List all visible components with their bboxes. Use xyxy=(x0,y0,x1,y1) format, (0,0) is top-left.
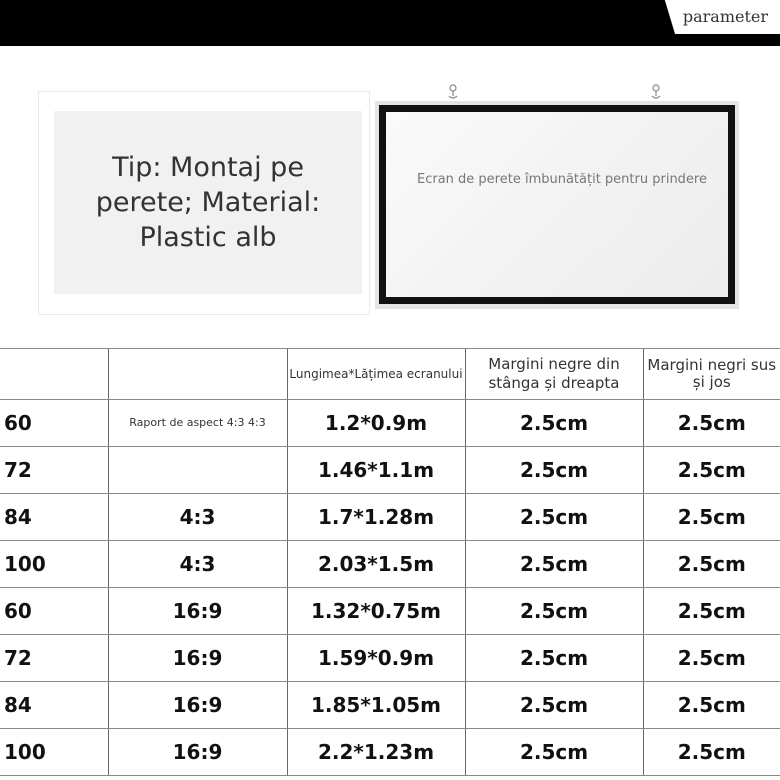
specs-table xyxy=(0,348,780,776)
cell-size: 72 xyxy=(0,635,108,682)
cell-tb-border: 2.5cm xyxy=(643,635,780,682)
cell-aspect: 4:3 xyxy=(108,541,287,588)
cell-aspect: Raport de aspect 4:3 4:3 xyxy=(108,400,287,447)
table-row xyxy=(0,635,780,682)
cell-dimensions: 1.2*0.9m xyxy=(287,400,465,447)
cell-lr-border: 2.5cm xyxy=(465,729,643,776)
cell-aspect: 16:9 xyxy=(108,729,287,776)
projector-screen-surface xyxy=(386,112,728,297)
cell-lr-border: 2.5cm xyxy=(465,588,643,635)
table-row xyxy=(0,400,780,447)
table-header-row xyxy=(0,349,780,400)
specs-table-container xyxy=(0,348,780,776)
table-row xyxy=(0,447,780,494)
cell-tb-border: 2.5cm xyxy=(643,729,780,776)
cell-lr-border: 2.5cm xyxy=(465,635,643,682)
cell-tb-border: 2.5cm xyxy=(643,400,780,447)
cell-dimensions: 1.7*1.28m xyxy=(287,494,465,541)
cell-size: 60 xyxy=(0,400,108,447)
header-tb-border: Margini negri sus și jos xyxy=(643,349,780,400)
cell-lr-border: 2.5cm xyxy=(465,447,643,494)
header-size xyxy=(0,349,108,400)
cell-size: 60 xyxy=(0,588,108,635)
cell-size: 100 xyxy=(0,729,108,776)
hook-right-icon xyxy=(650,84,662,102)
cell-dimensions: 1.32*0.75m xyxy=(287,588,465,635)
cell-size: 84 xyxy=(0,682,108,729)
table-row xyxy=(0,729,780,776)
header-dimensions: Lungimea*Lățimea ecranului xyxy=(287,349,465,400)
hook-left-icon xyxy=(447,84,459,102)
cell-aspect: 16:9 xyxy=(108,682,287,729)
cell-dimensions: 1.85*1.05m xyxy=(287,682,465,729)
header-aspect xyxy=(108,349,287,400)
info-panel-text: Tip: Montaj pe perete; Material: Plastic alb xyxy=(95,152,321,253)
cell-size: 84 xyxy=(0,494,108,541)
header-lr-border: Margini negre din stânga și dreapta xyxy=(465,349,643,400)
info-panel xyxy=(54,111,362,294)
cell-size: 100 xyxy=(0,541,108,588)
projector-screen-caption: Ecran de perete îmbunătățit pentru prindere xyxy=(417,172,707,187)
cell-tb-border: 2.5cm xyxy=(643,588,780,635)
cell-dimensions: 2.2*1.23m xyxy=(287,729,465,776)
cell-lr-border: 2.5cm xyxy=(465,494,643,541)
cell-lr-border: 2.5cm xyxy=(465,400,643,447)
table-row xyxy=(0,682,780,729)
table-row xyxy=(0,588,780,635)
cell-dimensions: 1.46*1.1m xyxy=(287,447,465,494)
cell-size: 72 xyxy=(0,447,108,494)
cell-aspect: 4:3 xyxy=(108,494,287,541)
cell-tb-border: 2.5cm xyxy=(643,682,780,729)
parameter-tab-label: parameter xyxy=(682,7,768,26)
cell-aspect: 16:9 xyxy=(108,588,287,635)
cell-aspect xyxy=(108,447,287,494)
cell-tb-border: 2.5cm xyxy=(643,494,780,541)
cell-aspect: 16:9 xyxy=(108,635,287,682)
cell-lr-border: 2.5cm xyxy=(465,682,643,729)
cell-dimensions: 1.59*0.9m xyxy=(287,635,465,682)
cell-tb-border: 2.5cm xyxy=(643,541,780,588)
cell-lr-border: 2.5cm xyxy=(465,541,643,588)
table-row xyxy=(0,494,780,541)
top-header-bar xyxy=(0,0,780,46)
table-row xyxy=(0,541,780,588)
cell-dimensions: 2.03*1.5m xyxy=(287,541,465,588)
cell-tb-border: 2.5cm xyxy=(643,447,780,494)
